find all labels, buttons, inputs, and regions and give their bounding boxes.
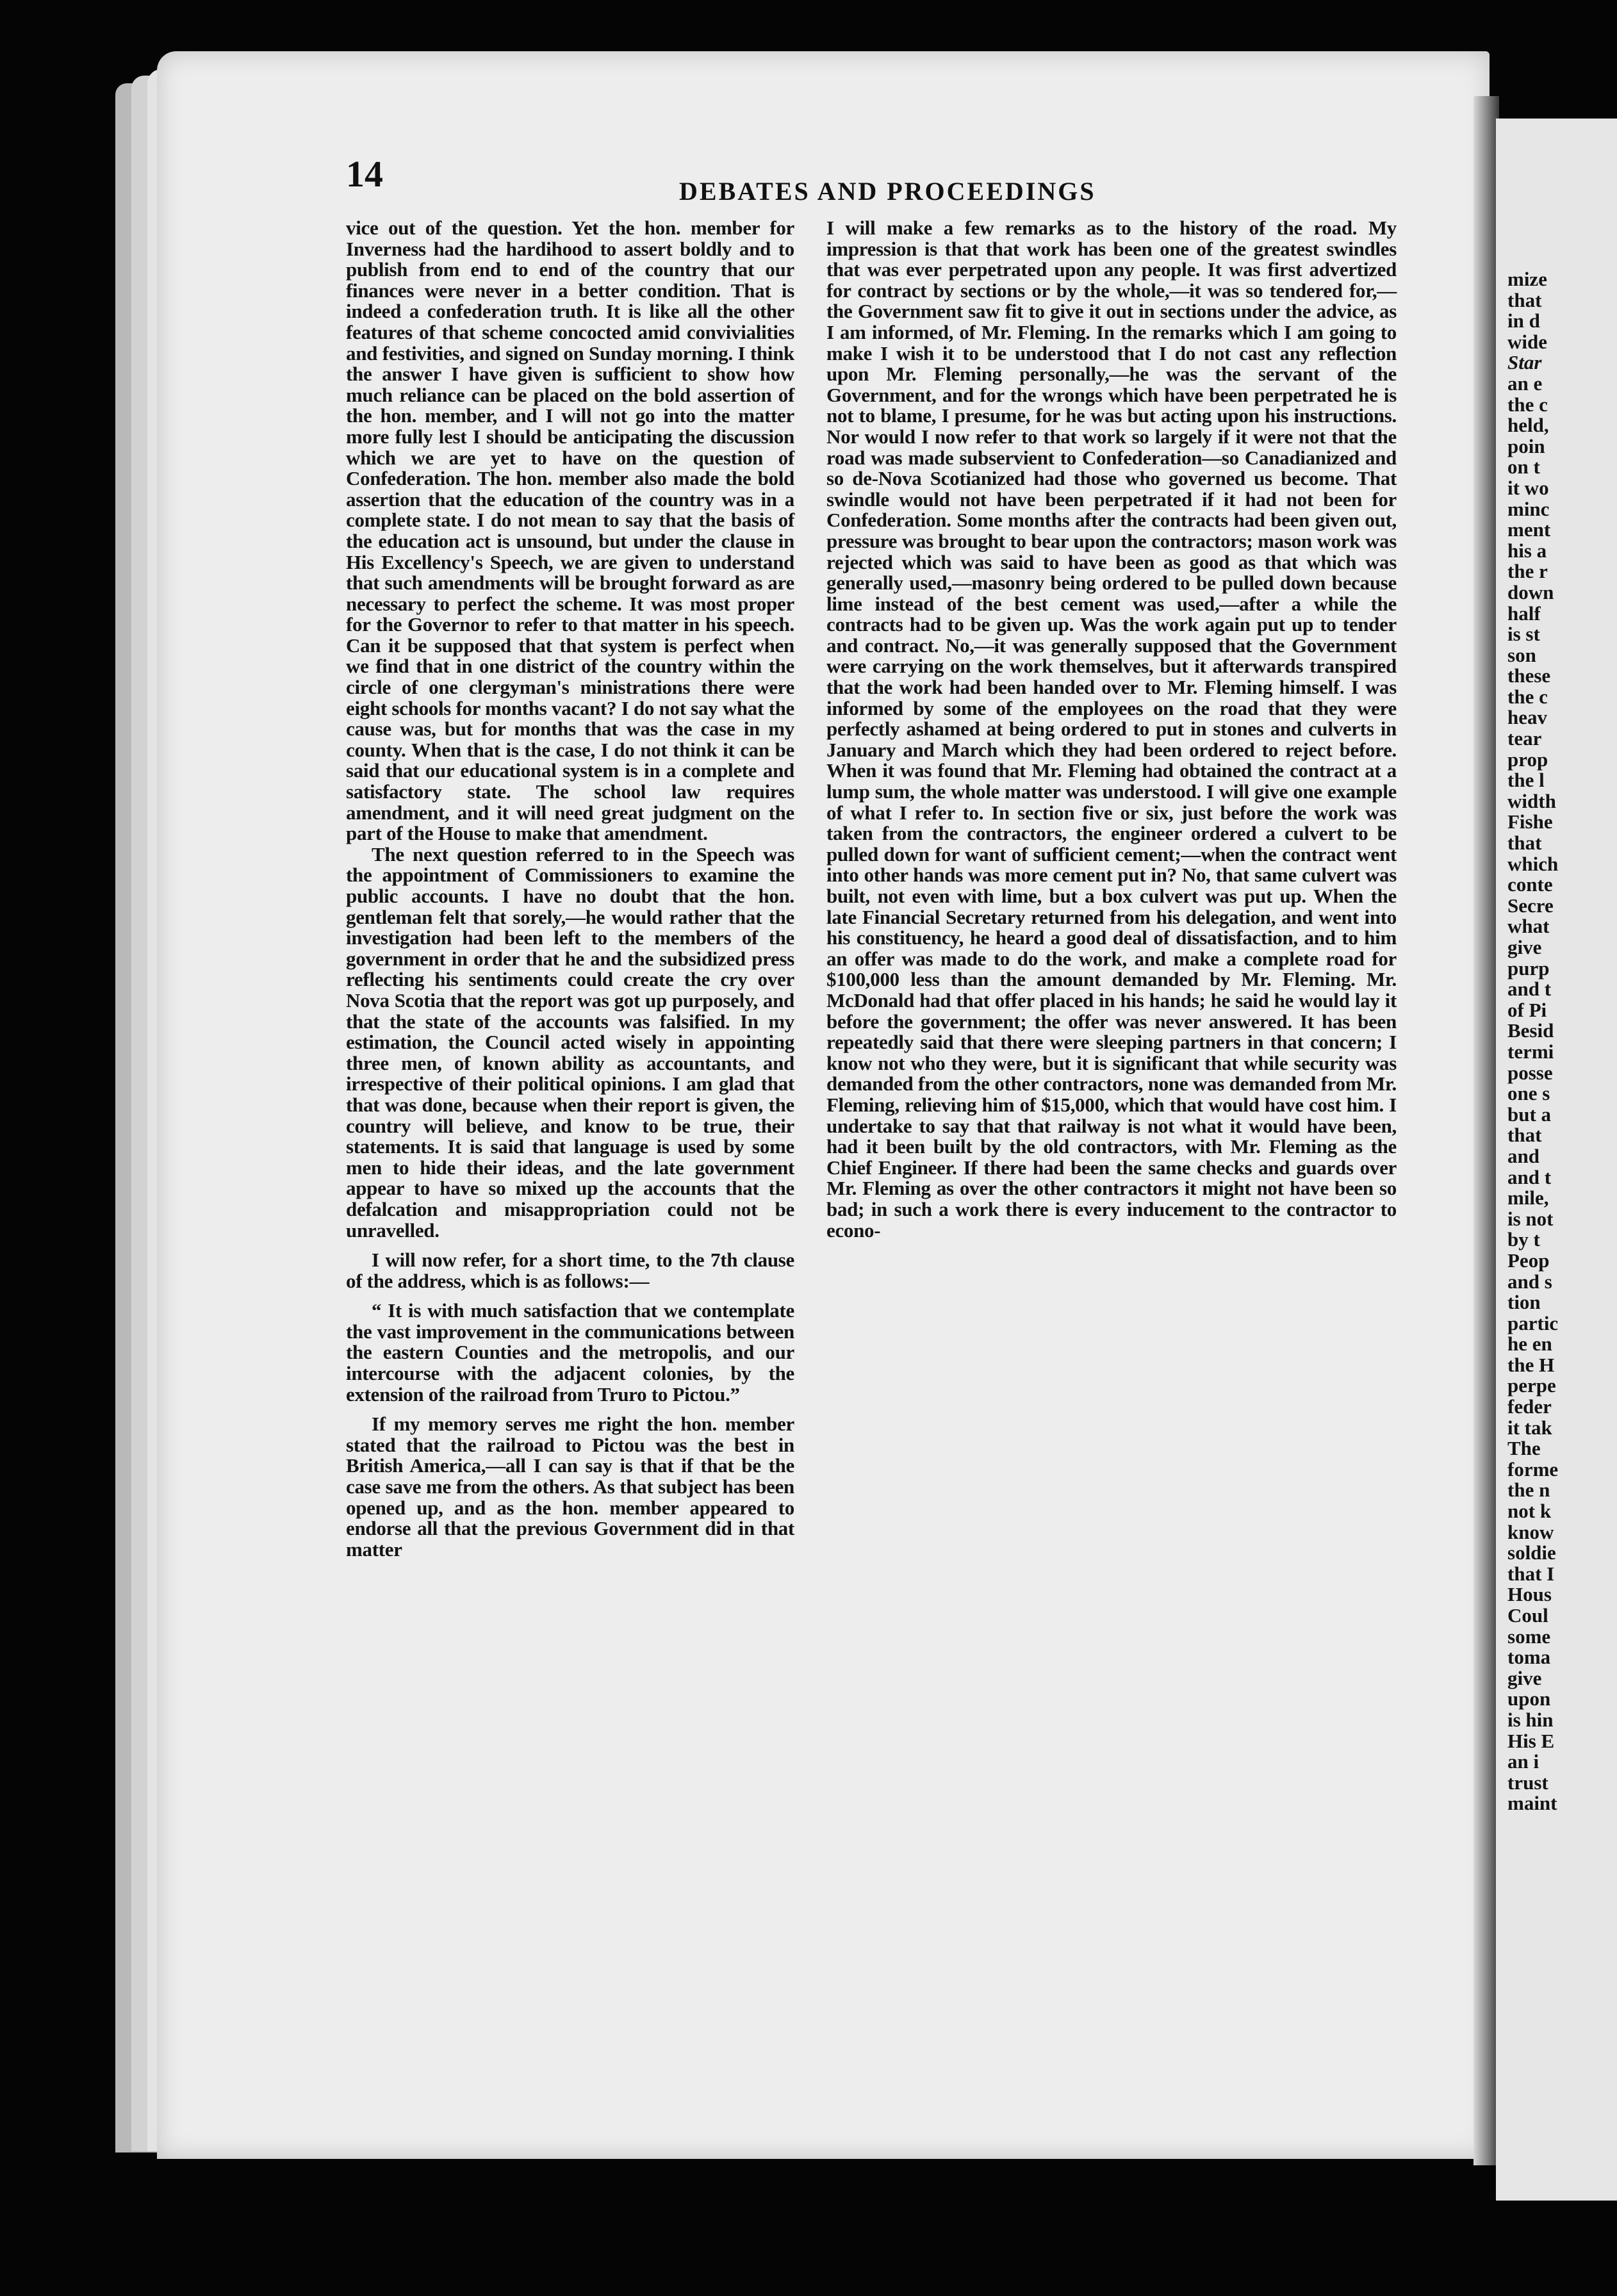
right-page-fragment: is hin xyxy=(1507,1708,1554,1731)
right-page-fragment: that xyxy=(1507,832,1542,855)
paragraph: I will make a few remarks as to the history of the road. My impression is that that work has been one of the greatest swindles that was ever perpetrated upon any people. It was first advertized for contract by sections or by the whole,—it was so tendered for,—the Government saw fit to give it out in sections under the advice, as I am informed, of Mr. Fleming. In the remarks which I am going to make I wish it to be understood that I do not cast any reflection upon Mr. Fleming personally,—he was the servant of the Government, and for the wrongs which have been perpetrated he is not to blame, I presume, for he was but acting upon his instructions. Nor would I now refer to that work so largely if it were not that the road was made subservient to Confederation—so Canadianized and so de-Nova Scotianized had those who governed us become. That swindle would not have been perpetrated if it had not been for Confederation. Some months after the contracts had been given out, pressure was brought to bear upon the contractors; mason work was rejected which was said to have been as good as that which was generally used,—masonry being ordered to be pulled down because lime instead of the best cement was used,—after a while the contracts had to be given up. Was the work again put up to tender and contract. No,—it was generally supposed that the Government were carrying on the work themselves, but it afterwards transpired that the work had been handed over to Mr. Fleming himself. I was informed by some of the employees on the road that they were perfectly ashamed at being ordered to put in stones and culverts in January and March which they had been ordered to reject before. When it was found that Mr. Fleming had obtained the contract at a lump sum, the whole matter was understood. I will give one example of what I refer to. In section five or six, just before the work was taken from the contractors, the engineer ordered a culvert to be pulled down for want of sufficient cement;—when the contract went into other hands was more cement put in? No, that same culvert was built, not even with lime, but a box culvert was put up. When the late Financial Secretary returned from his delegation, and went into his constituency, he heard a good deal of dissatisfaction, and to him an offer was made to do the work, and make a complete road for $100,000 less than the amount demanded by Mr. Fleming. Mr. McDonald had that offer placed in his hands; he said he would lay it before the government; the offer was never answered. It has been repeatedly said that there were sleeping partners in that concern; I know not who they were, but it is significant that while security was demanded from the other contractors, none was demanded from Mr. Fleming, relieving him of $15,000, which that would have cost him. I undertake to say that that railway is not what it would have been, had it been built by the old contractors, with Mr. Fleming as the Chief Engineer. If there had been the same checks and guards over Mr. Fleming as over the other contractors it might not have been so bad; in such a work there is every inducement to the contractor to econo- xyxy=(826,217,1397,1242)
right-page-fragment: ment xyxy=(1507,518,1551,541)
right-page-fragment: is not xyxy=(1507,1207,1554,1230)
right-page-fragment: Fishe xyxy=(1507,810,1553,833)
right-page-fragment: the n xyxy=(1507,1479,1550,1502)
right-page xyxy=(1496,119,1617,2201)
right-page-fragment: perpe xyxy=(1507,1374,1556,1397)
right-page-fragment: feder xyxy=(1507,1395,1552,1418)
right-page-fragment: know xyxy=(1507,1520,1554,1543)
running-header: DEBATES AND PROCEEDINGS xyxy=(679,177,1096,206)
right-page-fragment: some xyxy=(1507,1625,1551,1648)
middle-text-column xyxy=(826,218,1397,1241)
right-page-fragment: one s xyxy=(1507,1082,1550,1105)
right-page-fragment: and xyxy=(1507,1144,1539,1167)
right-page-fragment: what xyxy=(1507,915,1550,938)
right-page-fragment: prop xyxy=(1507,748,1548,771)
right-page-fragment: tion xyxy=(1507,1291,1541,1314)
right-page-fragment: these xyxy=(1507,664,1551,687)
right-page-fragment: Coul xyxy=(1507,1604,1548,1627)
paragraph: I will now refer, for a short time, to the 7th clause of the address, which is as follows:— xyxy=(346,1249,794,1292)
right-page-fragment: partic xyxy=(1507,1311,1559,1334)
right-page-fragment: Besid xyxy=(1507,1019,1554,1042)
right-page-fragment: son xyxy=(1507,643,1536,666)
right-page-fragment: but a xyxy=(1507,1103,1552,1126)
right-page-fragment: by t xyxy=(1507,1228,1540,1251)
right-page-fragment: the l xyxy=(1507,769,1545,792)
right-page-fragment: an i xyxy=(1507,1750,1539,1773)
paragraph: If my memory serves me right the hon. member stated that the railroad to Pictou was the best in British America,—all I can say is that if that be the case save me from the others. As that subject has been opened up, and as the hon. member appeared to endorse all that the previous Government did in that matter xyxy=(346,1413,794,1561)
page-number: 14 xyxy=(346,153,383,195)
quoted-clause: “ It is with much satisfaction that we contemplate the vast improvement in the communications between the eastern Counties and the metropolis, and our intercourse with the adjacent colonies, by the extension of the railroad from Truro to Pictou.” xyxy=(346,1299,794,1406)
right-page-fragment: it wo xyxy=(1507,476,1549,499)
right-page-fragment: wide xyxy=(1507,330,1547,353)
right-page-fragment: Star xyxy=(1507,351,1542,374)
right-page-fragment: and t xyxy=(1507,1165,1552,1188)
right-page-fragment: trust xyxy=(1507,1771,1548,1794)
right-page-fragment: and s xyxy=(1507,1270,1552,1293)
right-page-fragment: his a xyxy=(1507,539,1547,562)
right-page-fragment: in d xyxy=(1507,309,1540,332)
right-page-fragment: heav xyxy=(1507,706,1547,729)
right-page-fragment: that I xyxy=(1507,1562,1555,1585)
right-page-fragment: minc xyxy=(1507,497,1550,520)
right-page-fragment: toma xyxy=(1507,1646,1551,1669)
right-page-fragment: His E xyxy=(1507,1729,1555,1752)
right-page-fragment: width xyxy=(1507,789,1556,812)
right-page-fragment: forme xyxy=(1507,1457,1559,1480)
right-page-fragment: that xyxy=(1507,1124,1542,1147)
right-page-fragment: Peop xyxy=(1507,1249,1550,1272)
right-page-fragment: soldie xyxy=(1507,1541,1556,1564)
right-page-fragment: the c xyxy=(1507,685,1548,708)
right-page-fragment: tear xyxy=(1507,727,1542,750)
right-page-fragment: purp xyxy=(1507,956,1550,980)
right-page-fragment: and t xyxy=(1507,978,1552,1001)
right-page-fragment: he en xyxy=(1507,1332,1552,1356)
right-page-fragment: the r xyxy=(1507,560,1548,583)
right-page-fragment: mile, xyxy=(1507,1186,1549,1210)
right-page-fragment: not k xyxy=(1507,1500,1552,1523)
right-page-fragment: which xyxy=(1507,852,1559,875)
right-page-fragment: posse xyxy=(1507,1061,1553,1084)
right-page-fragment: on t xyxy=(1507,455,1540,479)
right-page-fragment: conte xyxy=(1507,873,1553,896)
right-page-fragment: the c xyxy=(1507,393,1548,416)
book-gutter xyxy=(1473,96,1499,2165)
right-page-fragment: that xyxy=(1507,288,1542,311)
right-page-fragment: termi xyxy=(1507,1040,1554,1063)
paragraph: The next question referred to in the Speech was the appointment of Commissioners to examine the public accounts. I have no doubt that the hon. gentleman felt that sorely,—he would rather that the investigation had been left to the members of the government in order that he and the subsidized press reflecting his sentiments could create the cry over Nova Scotia that the report was got up purposely, and that the state of the accounts was falsified. In my estimation, the Council acted wisely in appointing three men, of known ability as accountants, and irrespective of their political opinions. I am glad that that was done, because when their report is given, the country will believe, and know to be true, their statements. It is said that language is used by some men to hide their ideas, and the late government appear to have so mixed up the accounts that the defalcation and misappropriation could not be unravelled. xyxy=(346,842,794,1242)
right-page-fragment: give xyxy=(1507,936,1542,958)
right-page-fragment: The xyxy=(1507,1437,1541,1460)
right-page-fragment: maint xyxy=(1507,1792,1557,1815)
right-page-fragment: an e xyxy=(1507,372,1543,395)
right-page-fragment: it tak xyxy=(1507,1416,1552,1439)
right-page-fragment: upon xyxy=(1507,1687,1551,1710)
right-page-fragment: of Pi xyxy=(1507,998,1547,1021)
right-page-fragment: give xyxy=(1507,1666,1542,1689)
right-page-fragment: the H xyxy=(1507,1353,1555,1376)
right-page-fragment: down xyxy=(1507,580,1554,603)
right-page-fragment: Secre xyxy=(1507,894,1554,917)
right-page-fragment: mize xyxy=(1507,268,1547,290)
right-page-fragment: is st xyxy=(1507,623,1540,646)
right-page-fragment: Hous xyxy=(1507,1583,1552,1606)
paragraph: vice out of the question. Yet the hon. member for Inverness had the hardihood to assert boldly and to publish from end to end of the country that our finances were never in a better condition. That is indeed a confederation truth. It is like all the other features of that scheme concocted amid convivialities and festivities, and signed on Sunday morning. I think the answer I have given is sufficient to show how much reliance can be placed on the bold assertion of the hon. member, and I will not go into the matter more fully lest I should be anticipating the discussion which we are yet to have on the question of Confederation. The hon. member also made the bold assertion that the education of the country was in a complete state. I do not mean to say that the basis of the education act is unsound, but under the clause in His Excellency's Speech, we are given to understand that such amendments will be brought forward as are necessary to perfect the scheme. It was most proper for the Governor to refer to that matter in his speech. Can it be supposed that that system is perfect when we find that in one district of the country within the circle of one clergyman's ministrations there were eight schools for months vacant? I do not say what the cause was, but for months that was the case in my county. When that is the case, I do not think it can be said that our educational system is in a complete and satisfactory state. The school law requires amendment, and it will need great judgment on the part of the House to make that amendment. xyxy=(346,217,794,845)
right-page-fragment: poin xyxy=(1507,434,1545,457)
right-page-fragment: half xyxy=(1507,602,1541,625)
right-page-text-fragments xyxy=(1507,269,1558,1814)
left-text-column xyxy=(346,218,794,1560)
right-page-fragment: held, xyxy=(1507,414,1549,437)
